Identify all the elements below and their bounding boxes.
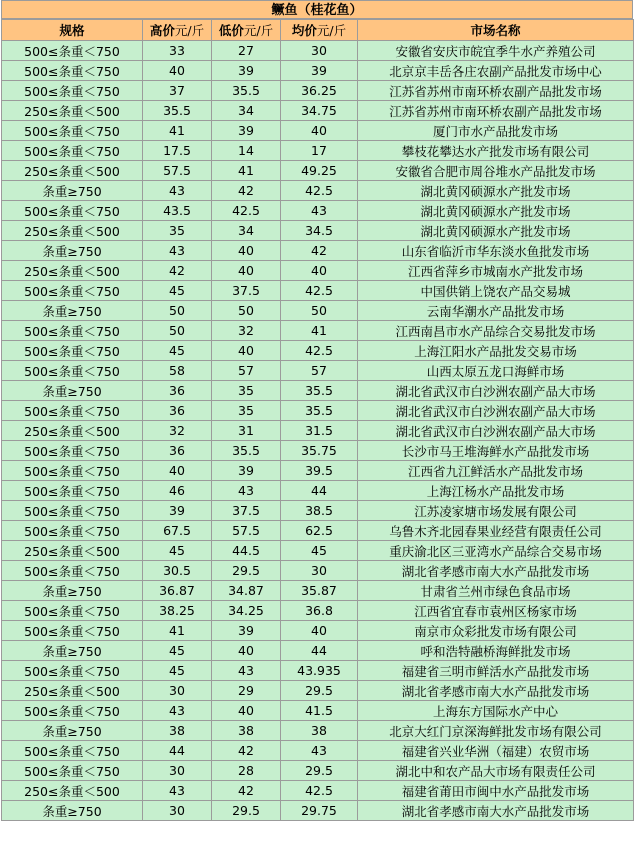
table-row	[2, 321, 634, 341]
cell-low-price: 40	[212, 241, 281, 261]
cell-low-price: 37.5	[212, 281, 281, 301]
cell-high-price: 41	[143, 621, 212, 641]
cell-spec: 条重≥750	[2, 181, 143, 201]
cell-spec: 500≤条重＜750	[2, 361, 143, 381]
table-row	[2, 241, 634, 261]
cell-market: 南京市众彩批发市场有限公司	[358, 621, 634, 641]
cell-spec: 500≤条重＜750	[2, 621, 143, 641]
cell-low-price: 29.5	[212, 801, 281, 821]
cell-avg-price: 29.5	[281, 761, 358, 781]
table-row	[2, 61, 634, 81]
table-row	[2, 441, 634, 461]
cell-avg-price: 29.5	[281, 681, 358, 701]
cell-avg-price: 36.8	[281, 601, 358, 621]
cell-spec: 500≤条重＜750	[2, 321, 143, 341]
header-low-unit: 元/斤	[243, 23, 274, 38]
table-row	[2, 281, 634, 301]
table-row	[2, 501, 634, 521]
cell-avg-price: 41.5	[281, 701, 358, 721]
cell-low-price: 40	[212, 701, 281, 721]
cell-high-price: 30	[143, 681, 212, 701]
cell-spec: 500≤条重＜750	[2, 141, 143, 161]
cell-spec: 500≤条重＜750	[2, 661, 143, 681]
cell-avg-price: 40	[281, 261, 358, 281]
cell-market: 湖北省孝感市南大水产品批发市场	[358, 561, 634, 581]
cell-spec: 250≤条重＜500	[2, 681, 143, 701]
cell-avg-price: 43.935	[281, 661, 358, 681]
cell-high-price: 43.5	[143, 201, 212, 221]
cell-high-price: 45	[143, 281, 212, 301]
cell-high-price: 35.5	[143, 101, 212, 121]
cell-avg-price: 40	[281, 621, 358, 641]
cell-avg-price: 17	[281, 141, 358, 161]
cell-low-price: 34	[212, 221, 281, 241]
cell-market: 江西南昌市水产品综合交易批发市场	[358, 321, 634, 341]
cell-market: 湖北省孝感市南大水产品批发市场	[358, 801, 634, 821]
cell-high-price: 44	[143, 741, 212, 761]
table-row	[2, 581, 634, 601]
cell-market: 江苏凌家塘市场发展有限公司	[358, 501, 634, 521]
cell-market: 湖北省武汉市白沙洲农副产品大市场	[358, 401, 634, 421]
cell-low-price: 50	[212, 301, 281, 321]
table-row	[2, 401, 634, 421]
cell-spec: 500≤条重＜750	[2, 401, 143, 421]
cell-spec: 条重≥750	[2, 801, 143, 821]
table-row	[2, 481, 634, 501]
cell-high-price: 41	[143, 121, 212, 141]
table-row	[2, 121, 634, 141]
cell-market: 江西省萍乡市城南水产批发市场	[358, 261, 634, 281]
cell-avg-price: 44	[281, 641, 358, 661]
cell-market: 江西省宜春市袁州区杨家市场	[358, 601, 634, 621]
cell-low-price: 28	[212, 761, 281, 781]
table-row	[2, 261, 634, 281]
cell-low-price: 29	[212, 681, 281, 701]
cell-high-price: 40	[143, 461, 212, 481]
table-row	[2, 461, 634, 481]
cell-low-price: 34.25	[212, 601, 281, 621]
table-row	[2, 201, 634, 221]
cell-avg-price: 42.5	[281, 781, 358, 801]
price-table	[1, 19, 634, 821]
cell-spec: 500≤条重＜750	[2, 501, 143, 521]
cell-market: 上海东方国际水产中心	[358, 701, 634, 721]
cell-high-price: 57.5	[143, 161, 212, 181]
table-row	[2, 681, 634, 701]
header-spec: 规格	[2, 20, 143, 41]
cell-low-price: 35.5	[212, 441, 281, 461]
cell-market: 湖北黄冈硕源水产批发市场	[358, 181, 634, 201]
cell-low-price: 29.5	[212, 561, 281, 581]
cell-market: 乌鲁木齐北园春果业经营有限责任公司	[358, 521, 634, 541]
cell-spec: 500≤条重＜750	[2, 41, 143, 61]
header-avg-price	[281, 20, 358, 41]
cell-high-price: 45	[143, 541, 212, 561]
table-row	[2, 161, 634, 181]
cell-avg-price: 43	[281, 741, 358, 761]
header-high-unit: 元/斤	[174, 23, 205, 38]
table-row	[2, 81, 634, 101]
cell-high-price: 40	[143, 61, 212, 81]
cell-high-price: 50	[143, 321, 212, 341]
cell-high-price: 43	[143, 701, 212, 721]
cell-spec: 250≤条重＜500	[2, 261, 143, 281]
cell-spec: 500≤条重＜750	[2, 121, 143, 141]
table-row	[2, 641, 634, 661]
cell-high-price: 38.25	[143, 601, 212, 621]
cell-low-price: 41	[212, 161, 281, 181]
cell-avg-price: 39.5	[281, 461, 358, 481]
cell-avg-price: 41	[281, 321, 358, 341]
header-row	[2, 20, 634, 41]
cell-market: 安徽省安庆市皖宜季牛水产养殖公司	[358, 41, 634, 61]
cell-market: 湖北省武汉市白沙洲农副产品大市场	[358, 381, 634, 401]
cell-low-price: 42	[212, 181, 281, 201]
cell-avg-price: 40	[281, 121, 358, 141]
cell-low-price: 42	[212, 781, 281, 801]
header-avg-label: 均价	[291, 23, 317, 38]
cell-low-price: 57	[212, 361, 281, 381]
cell-low-price: 35.5	[212, 81, 281, 101]
cell-low-price: 40	[212, 641, 281, 661]
cell-spec: 500≤条重＜750	[2, 601, 143, 621]
header-low-label: 低价	[218, 23, 244, 38]
cell-spec: 500≤条重＜750	[2, 561, 143, 581]
cell-avg-price: 42	[281, 241, 358, 261]
table-row	[2, 741, 634, 761]
cell-low-price: 31	[212, 421, 281, 441]
cell-high-price: 37	[143, 81, 212, 101]
cell-high-price: 67.5	[143, 521, 212, 541]
cell-market: 厦门市水产品批发市场	[358, 121, 634, 141]
cell-spec: 500≤条重＜750	[2, 481, 143, 501]
cell-high-price: 38	[143, 721, 212, 741]
cell-avg-price: 38	[281, 721, 358, 741]
cell-low-price: 39	[212, 621, 281, 641]
cell-high-price: 45	[143, 661, 212, 681]
cell-avg-price: 35.5	[281, 381, 358, 401]
cell-spec: 500≤条重＜750	[2, 761, 143, 781]
cell-spec: 500≤条重＜750	[2, 521, 143, 541]
cell-low-price: 35	[212, 381, 281, 401]
cell-avg-price: 30	[281, 41, 358, 61]
table-row	[2, 701, 634, 721]
cell-avg-price: 36.25	[281, 81, 358, 101]
cell-spec: 条重≥750	[2, 301, 143, 321]
cell-spec: 500≤条重＜750	[2, 81, 143, 101]
cell-low-price: 40	[212, 341, 281, 361]
cell-market: 福建省兴业华洲（福建）农贸市场	[358, 741, 634, 761]
cell-market: 安徽省合肥市周谷堆水产品批发市场	[358, 161, 634, 181]
cell-market: 福建省三明市鲜活水产品批发市场	[358, 661, 634, 681]
cell-high-price: 45	[143, 341, 212, 361]
cell-market: 山西太原五龙口海鲜市场	[358, 361, 634, 381]
table-row	[2, 621, 634, 641]
cell-spec: 250≤条重＜500	[2, 101, 143, 121]
cell-spec: 500≤条重＜750	[2, 461, 143, 481]
cell-high-price: 35	[143, 221, 212, 241]
cell-high-price: 43	[143, 241, 212, 261]
cell-high-price: 36	[143, 401, 212, 421]
cell-market: 攀枝花攀达水产批发市场有限公司	[358, 141, 634, 161]
cell-low-price: 35	[212, 401, 281, 421]
cell-market: 山东省临沂市华东淡水鱼批发市场	[358, 241, 634, 261]
cell-high-price: 33	[143, 41, 212, 61]
cell-spec: 条重≥750	[2, 241, 143, 261]
cell-market: 北京大红门京深海鲜批发市场有限公司	[358, 721, 634, 741]
cell-low-price: 39	[212, 61, 281, 81]
table-row	[2, 421, 634, 441]
cell-market: 湖北黄冈硕源水产批发市场	[358, 201, 634, 221]
header-low-price	[212, 20, 281, 41]
cell-market: 甘肃省兰州市绿色食品市场	[358, 581, 634, 601]
cell-low-price: 14	[212, 141, 281, 161]
cell-market: 湖北黄冈硕源水产批发市场	[358, 221, 634, 241]
cell-avg-price: 29.75	[281, 801, 358, 821]
cell-spec: 条重≥750	[2, 641, 143, 661]
cell-market: 中国供销上饶农产品交易城	[358, 281, 634, 301]
cell-avg-price: 34.75	[281, 101, 358, 121]
cell-avg-price: 35.75	[281, 441, 358, 461]
cell-avg-price: 31.5	[281, 421, 358, 441]
cell-low-price: 42.5	[212, 201, 281, 221]
cell-market: 江苏省苏州市南环桥农副产品批发市场	[358, 101, 634, 121]
cell-high-price: 43	[143, 781, 212, 801]
cell-avg-price: 38.5	[281, 501, 358, 521]
cell-high-price: 43	[143, 181, 212, 201]
cell-market: 呼和浩特融桥海鲜批发市场	[358, 641, 634, 661]
cell-avg-price: 35.87	[281, 581, 358, 601]
table-row	[2, 781, 634, 801]
cell-low-price: 32	[212, 321, 281, 341]
cell-high-price: 46	[143, 481, 212, 501]
cell-avg-price: 57	[281, 361, 358, 381]
cell-avg-price: 34.5	[281, 221, 358, 241]
cell-low-price: 34.87	[212, 581, 281, 601]
cell-high-price: 30	[143, 761, 212, 781]
cell-market: 重庆渝北区三亚湾水产品综合交易市场	[358, 541, 634, 561]
cell-market: 江西省九江鲜活水产品批发市场	[358, 461, 634, 481]
table-row	[2, 381, 634, 401]
cell-avg-price: 50	[281, 301, 358, 321]
cell-market: 湖北省武汉市白沙洲农副产品大市场	[358, 421, 634, 441]
cell-high-price: 42	[143, 261, 212, 281]
cell-avg-price: 42.5	[281, 181, 358, 201]
cell-market: 长沙市马王堆海鲜水产品批发市场	[358, 441, 634, 461]
cell-high-price: 30	[143, 801, 212, 821]
cell-high-price: 58	[143, 361, 212, 381]
header-avg-unit: 元/斤	[316, 23, 347, 38]
cell-spec: 条重≥750	[2, 721, 143, 741]
header-high-price	[143, 20, 212, 41]
cell-low-price: 43	[212, 661, 281, 681]
cell-low-price: 57.5	[212, 521, 281, 541]
cell-avg-price: 62.5	[281, 521, 358, 541]
cell-low-price: 37.5	[212, 501, 281, 521]
table-row	[2, 341, 634, 361]
table-row	[2, 761, 634, 781]
cell-avg-price: 30	[281, 561, 358, 581]
table-row	[2, 661, 634, 681]
cell-high-price: 36	[143, 441, 212, 461]
table-row	[2, 601, 634, 621]
cell-spec: 500≤条重＜750	[2, 61, 143, 81]
cell-spec: 条重≥750	[2, 381, 143, 401]
header-high-label: 高价	[149, 23, 175, 38]
cell-market: 湖北省孝感市南大水产品批发市场	[358, 681, 634, 701]
cell-market: 北京京丰岳各庄农副产品批发市场中心	[358, 61, 634, 81]
cell-spec: 250≤条重＜500	[2, 161, 143, 181]
cell-high-price: 50	[143, 301, 212, 321]
cell-low-price: 43	[212, 481, 281, 501]
cell-high-price: 36.87	[143, 581, 212, 601]
cell-spec: 500≤条重＜750	[2, 741, 143, 761]
cell-spec: 250≤条重＜500	[2, 421, 143, 441]
cell-market: 上海江阳水产品批发交易市场	[358, 341, 634, 361]
sheet-title: 鳜鱼（桂花鱼）	[1, 0, 633, 19]
cell-low-price: 38	[212, 721, 281, 741]
cell-avg-price: 43	[281, 201, 358, 221]
cell-market: 江苏省苏州市南环桥农副产品批发市场	[358, 81, 634, 101]
cell-avg-price: 45	[281, 541, 358, 561]
table-row	[2, 361, 634, 381]
cell-spec: 250≤条重＜500	[2, 541, 143, 561]
spreadsheet	[1, 0, 633, 821]
cell-spec: 500≤条重＜750	[2, 341, 143, 361]
cell-high-price: 39	[143, 501, 212, 521]
cell-spec: 500≤条重＜750	[2, 701, 143, 721]
cell-spec: 500≤条重＜750	[2, 281, 143, 301]
cell-low-price: 39	[212, 461, 281, 481]
table-row	[2, 141, 634, 161]
cell-spec: 500≤条重＜750	[2, 441, 143, 461]
cell-high-price: 30.5	[143, 561, 212, 581]
table-body	[2, 41, 634, 821]
table-row	[2, 801, 634, 821]
cell-high-price: 45	[143, 641, 212, 661]
table-row	[2, 101, 634, 121]
cell-low-price: 34	[212, 101, 281, 121]
table-row	[2, 181, 634, 201]
table-row	[2, 561, 634, 581]
cell-low-price: 40	[212, 261, 281, 281]
cell-low-price: 42	[212, 741, 281, 761]
cell-avg-price: 49.25	[281, 161, 358, 181]
cell-high-price: 36	[143, 381, 212, 401]
cell-market: 福建省莆田市闽中水产品批发市场	[358, 781, 634, 801]
cell-avg-price: 35.5	[281, 401, 358, 421]
cell-avg-price: 44	[281, 481, 358, 501]
cell-spec: 250≤条重＜500	[2, 781, 143, 801]
header-market: 市场名称	[358, 20, 634, 41]
table-row	[2, 521, 634, 541]
table-row	[2, 221, 634, 241]
cell-market: 上海江杨水产品批发市场	[358, 481, 634, 501]
cell-low-price: 44.5	[212, 541, 281, 561]
cell-avg-price: 42.5	[281, 281, 358, 301]
cell-avg-price: 42.5	[281, 341, 358, 361]
cell-spec: 条重≥750	[2, 581, 143, 601]
cell-high-price: 32	[143, 421, 212, 441]
cell-low-price: 39	[212, 121, 281, 141]
table-row	[2, 541, 634, 561]
cell-low-price: 27	[212, 41, 281, 61]
table-row	[2, 41, 634, 61]
table-row	[2, 301, 634, 321]
cell-market: 湖北中和农产品大市场有限责任公司	[358, 761, 634, 781]
cell-market: 云南华潮水产品批发市场	[358, 301, 634, 321]
cell-spec: 500≤条重＜750	[2, 201, 143, 221]
cell-avg-price: 39	[281, 61, 358, 81]
cell-spec: 250≤条重＜500	[2, 221, 143, 241]
table-row	[2, 721, 634, 741]
cell-high-price: 17.5	[143, 141, 212, 161]
